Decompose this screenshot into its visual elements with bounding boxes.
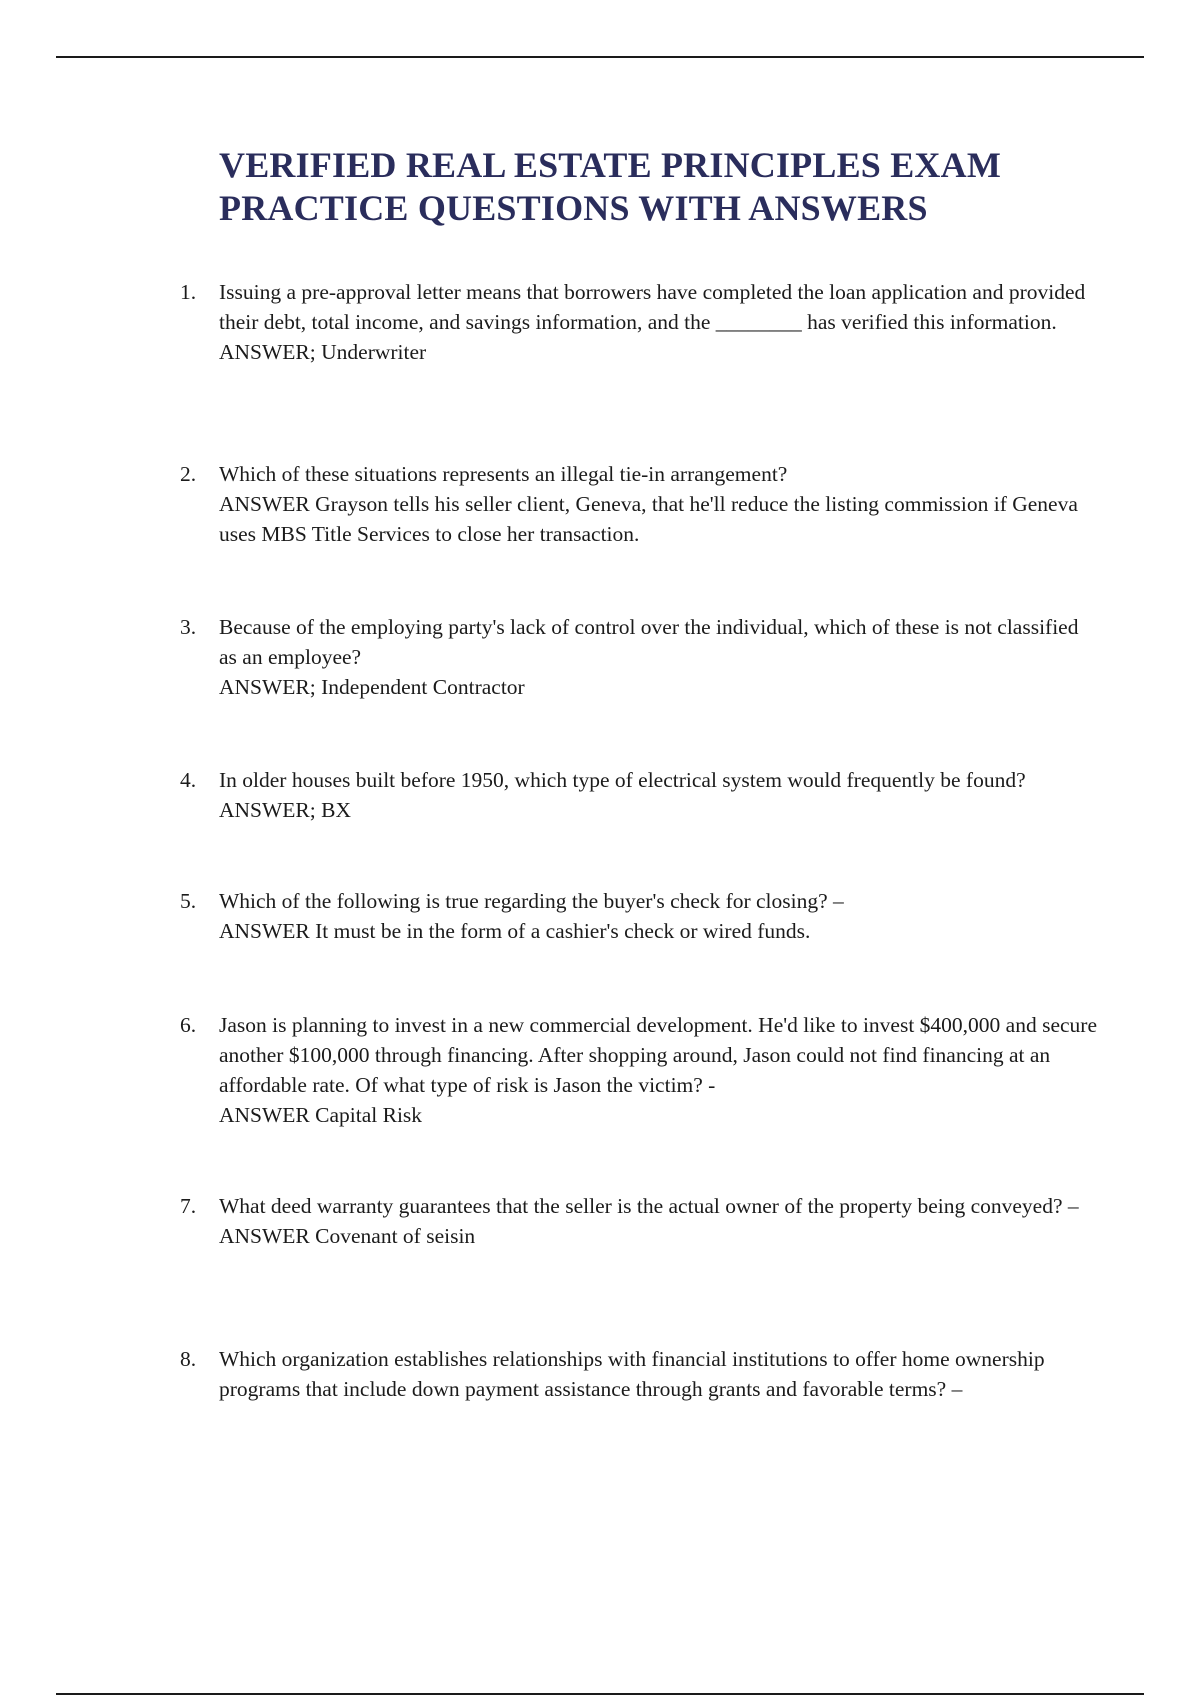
question-answer: ANSWER Covenant of seisin	[219, 1224, 476, 1248]
question-text: Jason is planning to invest in a new commercial development. He'd like to invest $400,000 and secure another $100,000 through financing. After shopping around, Jason could not find financing at an affordable rate. Of what type of risk is Jason the victim? -	[219, 1013, 1098, 1097]
question-text: What deed warranty guarantees that the seller is the actual owner of the property being conveyed? –	[219, 1194, 1079, 1218]
question-answer: ANSWER; Underwriter	[219, 340, 427, 364]
question-8	[180, 1344, 1100, 1404]
question-text: Which of these situations represents an illegal tie-in arrangement?	[219, 462, 788, 486]
question-answer: ANSWER; Independent Contractor	[219, 675, 525, 699]
question-1	[180, 277, 1100, 367]
question-text: In older houses built before 1950, which type of electrical system would frequently be found? ANSWER; BX	[219, 768, 1026, 822]
question-answer: ANSWER Capital Risk	[219, 1103, 423, 1127]
question-text: Issuing a pre-approval letter means that borrowers have completed the loan application and provided their debt, total income, and savings information, and the ________ has verified this information.	[219, 280, 1086, 334]
question-number: 5.	[180, 889, 197, 913]
question-number: 8.	[180, 1347, 197, 1371]
question-6	[180, 1010, 1100, 1130]
question-2	[180, 459, 1100, 549]
question-5	[180, 886, 1100, 946]
question-number: 6.	[180, 1013, 197, 1037]
question-7	[180, 1191, 1100, 1251]
question-4	[180, 765, 1100, 825]
question-3	[180, 612, 1100, 702]
question-text: Because of the employing party's lack of control over the individual, which of these is not classified as an employee?	[219, 615, 1079, 669]
question-number: 4.	[180, 768, 197, 792]
bottom-rule	[56, 1693, 1144, 1695]
title-line-1: VERIFIED REAL ESTATE PRINCIPLES EXAM	[219, 145, 1002, 185]
question-number: 1.	[180, 280, 197, 304]
question-answer: ANSWER It must be in the form of a cashier's check or wired funds.	[219, 919, 811, 943]
title-line-2: PRACTICE QUESTIONS WITH ANSWERS	[219, 188, 928, 228]
question-number: 2.	[180, 462, 197, 486]
question-text: Which organization establishes relationships with financial institutions to offer home ownership programs that include down payment assistance through grants and favorable terms? –	[219, 1347, 1045, 1401]
question-text: Which of the following is true regarding the buyer's check for closing? –	[219, 889, 844, 913]
question-number: 7.	[180, 1194, 197, 1218]
question-answer: ANSWER Grayson tells his seller client, Geneva, that he'll reduce the listing commission if Geneva uses MBS Title Services to close her transaction.	[219, 492, 1078, 546]
question-number: 3.	[180, 615, 197, 639]
